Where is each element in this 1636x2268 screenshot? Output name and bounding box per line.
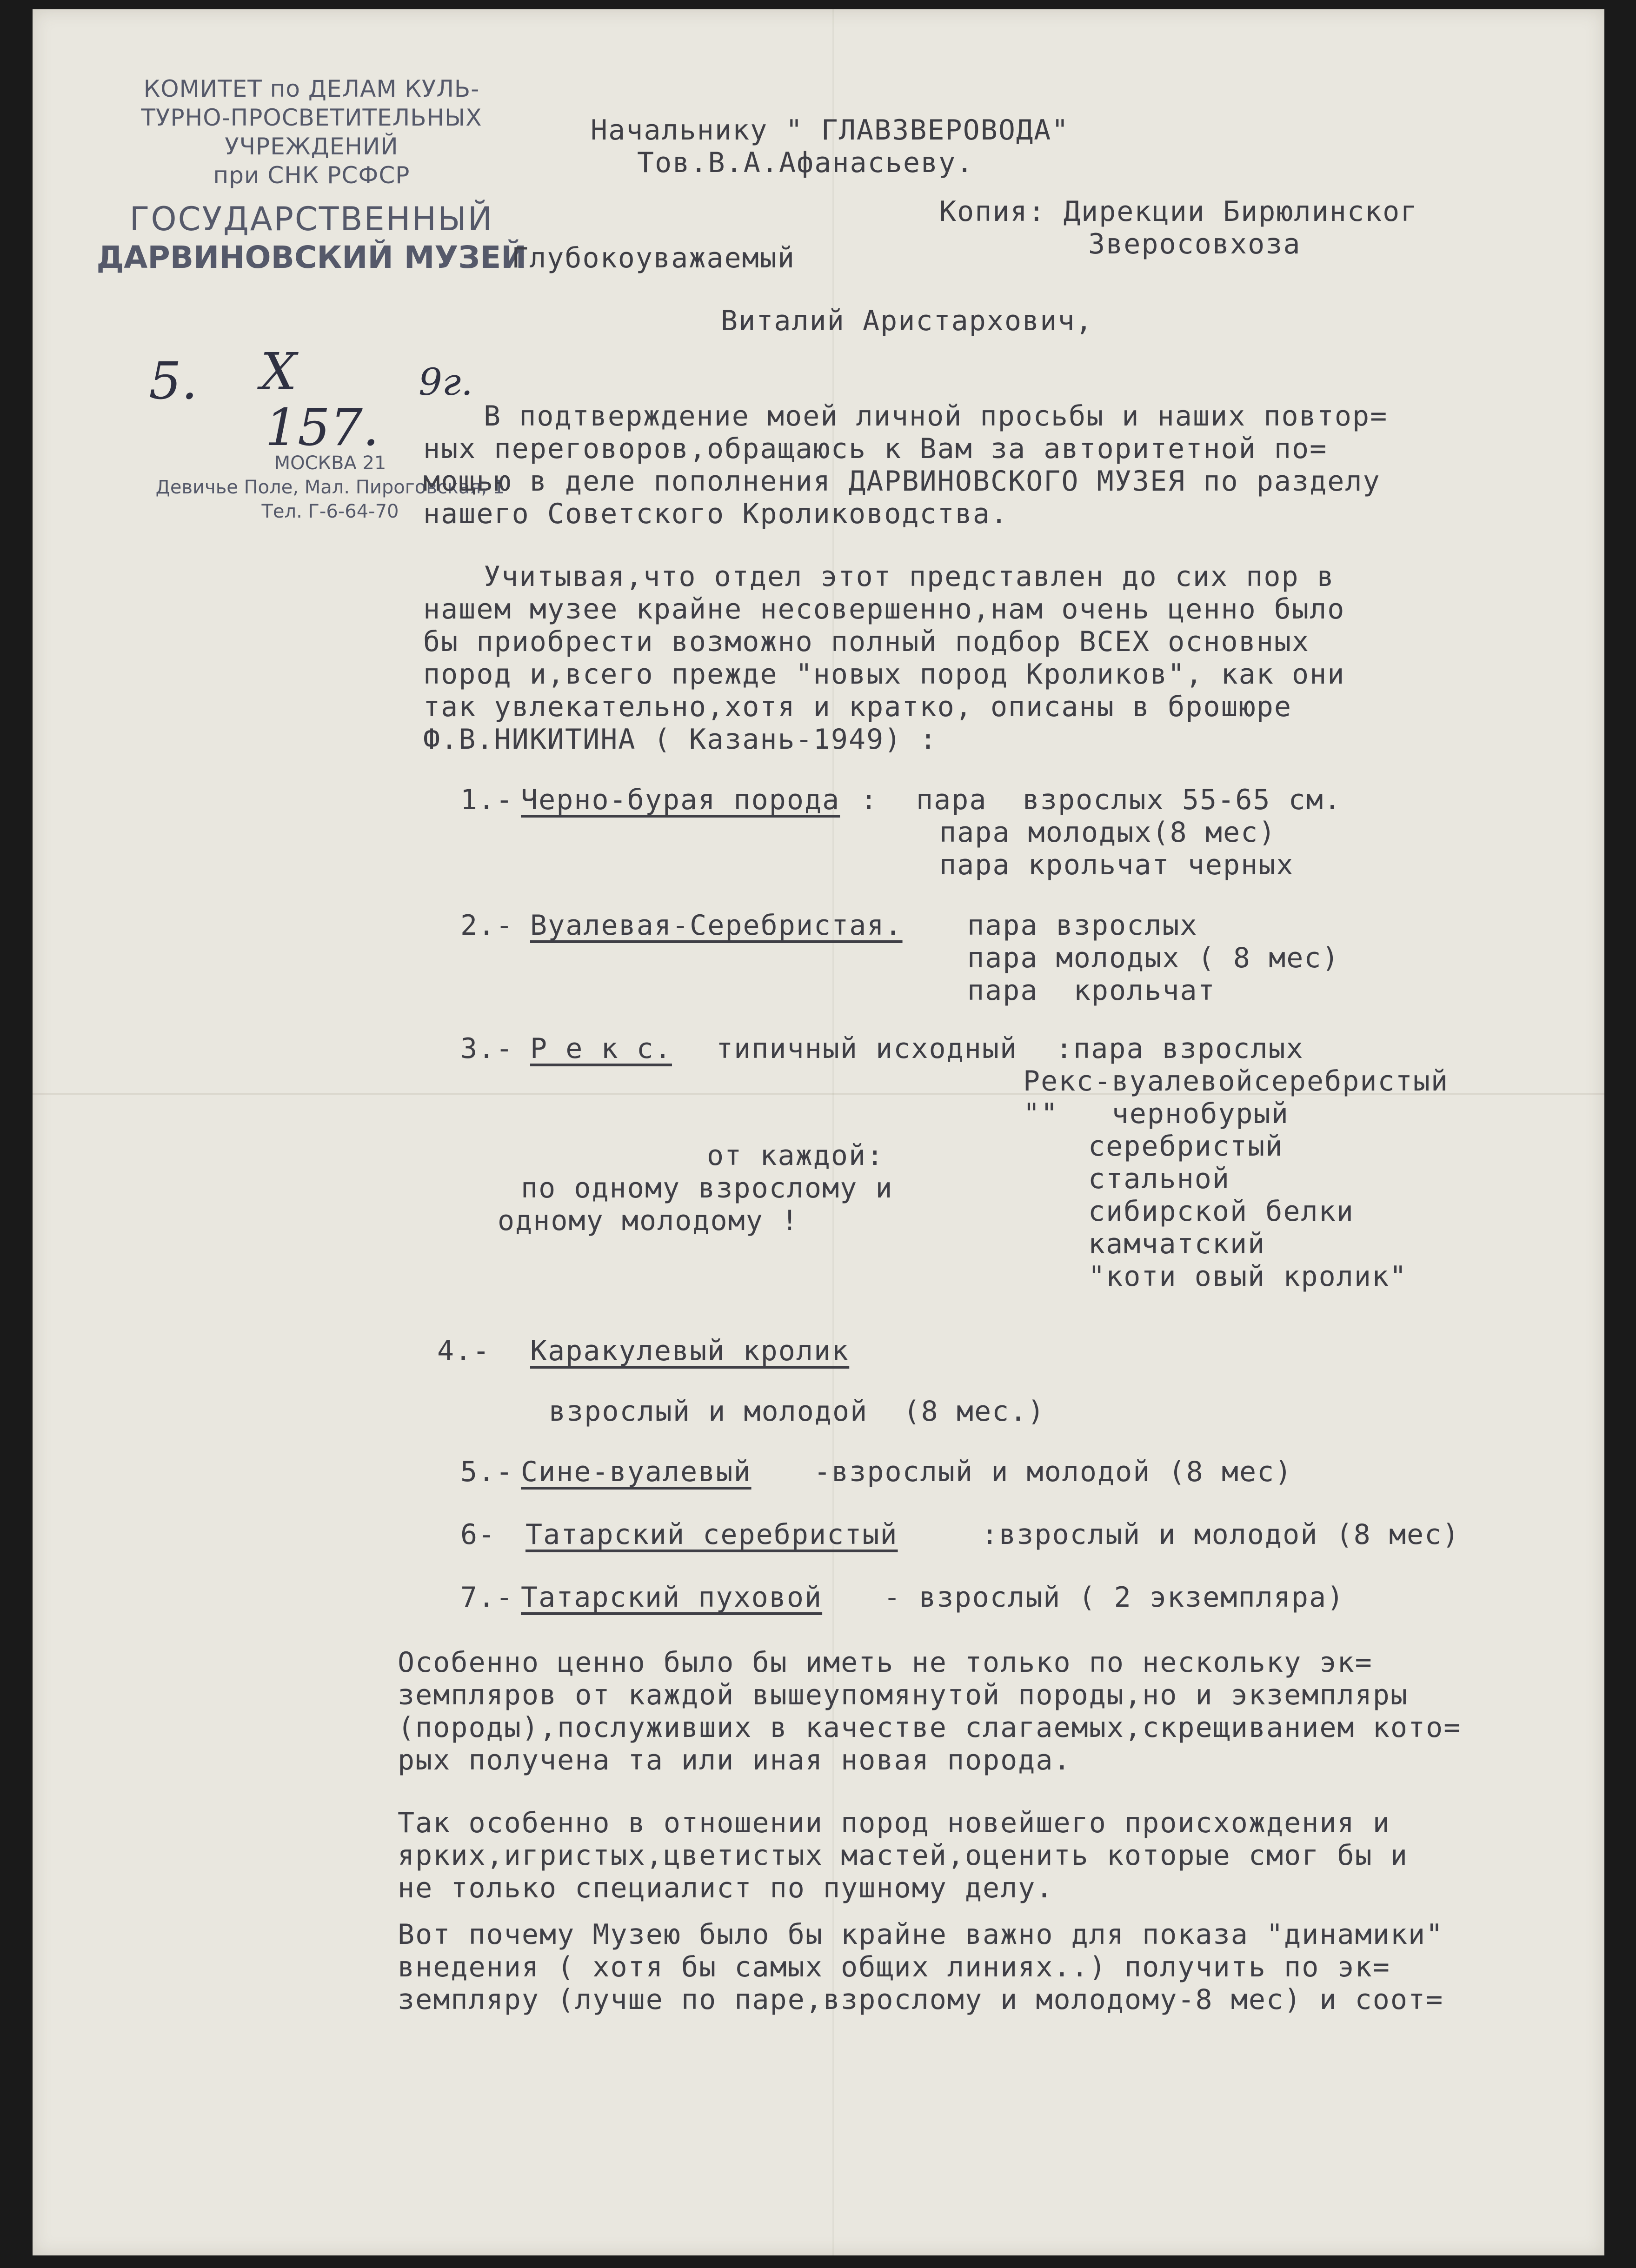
stamp-line: УЧРЕЖДЕНИЙ bbox=[225, 133, 399, 160]
breed-name: Сине-вуалевый bbox=[521, 1456, 751, 1488]
document-page bbox=[33, 9, 1604, 2255]
museum-stamp bbox=[88, 74, 535, 276]
item-detail: камчатский bbox=[1088, 1228, 1266, 1260]
item-detail: "коти овый кролик" bbox=[1088, 1260, 1408, 1293]
item-detail: пара взрослых 55-65 см. bbox=[916, 784, 1342, 816]
item-detail: сибирской белки bbox=[1088, 1195, 1354, 1228]
item-description: - взрослый ( 2 экземпляра) bbox=[884, 1581, 1345, 1614]
copy-line: Зверосовхоза bbox=[1088, 228, 1301, 260]
item-description: -взрослый и молодой (8 мес) bbox=[814, 1456, 1293, 1488]
body-line: Вот почему Музею было бы крайне важно для показа "динамики" bbox=[398, 1918, 1444, 1951]
body-line: мощью в деле пополнения ДАРВИНОВСКОГО МУЗЕЯ по разделу bbox=[423, 465, 1381, 498]
stamp-street: Девичье Поле, Мал. Пироговская, 1 bbox=[155, 477, 505, 498]
item-note: одному молодому ! bbox=[498, 1204, 799, 1237]
breed-name: Татарский пуховой bbox=[521, 1581, 823, 1614]
salutation: Глубокоуважаемый bbox=[512, 242, 795, 274]
item-detail: пара крольчат черных bbox=[939, 849, 1294, 881]
salutation: Виталий Аристархович, bbox=[721, 305, 1093, 337]
body-line: ярких,игристых,цветистых мастей,оценить которые смог бы и bbox=[398, 1839, 1409, 1872]
body-line: пород и,всего прежде "новых пород Кроликов", как они bbox=[423, 658, 1345, 691]
breed-name: Каракулевый кролик bbox=[530, 1335, 850, 1367]
item-number: 6- bbox=[460, 1518, 496, 1551]
addressee-line: Начальнику " ГЛАВЗВЕРОВОДА" bbox=[591, 114, 1070, 146]
breed-name: Татарский серебристый bbox=[525, 1518, 898, 1551]
stamp-city: МОСКВА 21 bbox=[274, 452, 386, 474]
item-detail: пара взрослых bbox=[967, 909, 1198, 942]
item-number: 1.- bbox=[460, 784, 514, 816]
reg-note: 9г. bbox=[419, 360, 473, 404]
body-line: Ф.В.НИКИТИНА ( Казань-1949) : bbox=[423, 723, 938, 756]
body-line: Особенно ценно было бы иметь не только по нескольку эк= bbox=[398, 1646, 1373, 1679]
item-note: от каждой: bbox=[707, 1139, 885, 1172]
stamp-line: КОМИТЕТ по ДЕЛАМ КУЛЬ- bbox=[143, 75, 480, 102]
body-line: внедения ( хотя бы самых общих линиях..) получить по эк= bbox=[398, 1951, 1390, 1983]
body-line: земпляров от каждой вышеупомянутой породы,но и экземпляры bbox=[398, 1679, 1409, 1711]
reg-month: X bbox=[260, 342, 297, 401]
body-line: бы приобрести возможно полный подбор ВСЕХ основных bbox=[423, 625, 1310, 658]
stamp-line: ТУРНО-ПРОСВЕТИТЕЛЬНЫХ bbox=[141, 104, 482, 131]
body-line: так увлекательно,хотя и кратко, описаны в брошюре bbox=[423, 691, 1292, 723]
body-line: рых получена та или иная новая порода. bbox=[398, 1744, 1071, 1776]
body-line: не только специалист по пушному делу. bbox=[398, 1872, 1054, 1904]
item-description: типичный исходный bbox=[716, 1032, 1018, 1065]
stamp-org: ГОСУДАРСТВЕННЫЙ bbox=[129, 200, 494, 238]
item-number: 7.- bbox=[460, 1581, 514, 1614]
body-line: нашего Советского Кролиководства. bbox=[423, 498, 1009, 530]
stamp-org: ДАРВИНОВСКИЙ МУЗЕЙ bbox=[96, 239, 527, 275]
breed-name: Вуалевая-Серебристая. bbox=[530, 909, 903, 942]
body-line: ных переговоров,обращаюсь к Вам за авторитетной по= bbox=[423, 432, 1328, 465]
item-detail: стальной bbox=[1088, 1163, 1230, 1195]
breed-name: Черно-бурая порода bbox=[521, 784, 840, 816]
body-line: Учитывая,что отдел этот представлен до сих пор в bbox=[484, 560, 1335, 593]
addressee-line: Тов.В.А.Афанасьеву. bbox=[637, 146, 974, 179]
item-detail: пара молодых(8 мес) bbox=[939, 816, 1277, 849]
item-note: по одному взрослому и bbox=[521, 1172, 893, 1204]
item-number: 4.- bbox=[437, 1335, 491, 1367]
copy-line: Копия: Дирекции Бирюлинског bbox=[939, 195, 1418, 228]
body-line: В подтверждение моей личной просьбы и наших повтор= bbox=[484, 400, 1388, 432]
body-line: Так особенно в отношении пород новейшего происхождения и bbox=[398, 1807, 1390, 1839]
breed-name: Р е к с. bbox=[530, 1032, 672, 1065]
item-description: взрослый и молодой (8 мес.) bbox=[549, 1395, 1045, 1428]
body-line: нашем музее крайне несовершенно,нам очень ценно было bbox=[423, 593, 1345, 625]
item-detail: :пара взрослых bbox=[1056, 1032, 1304, 1065]
item-detail: Рекс-вуалевойсеребристый bbox=[1023, 1065, 1449, 1097]
item-colon: : bbox=[860, 784, 878, 816]
item-description: :взрослый и молодой (8 мес) bbox=[981, 1518, 1460, 1551]
stamp-phone: Тел. Г-6-64-70 bbox=[261, 501, 399, 522]
item-detail: серебристый bbox=[1088, 1130, 1284, 1163]
item-detail: пара крольчат bbox=[967, 974, 1216, 1007]
reg-day: 5. bbox=[149, 351, 198, 411]
item-number: 3.- bbox=[460, 1032, 514, 1065]
reg-number: 157. bbox=[265, 398, 379, 457]
item-number: 2.- bbox=[460, 909, 514, 942]
item-detail: "" чернобурый bbox=[1023, 1097, 1289, 1130]
item-number: 5.- bbox=[460, 1456, 514, 1488]
stamp-line: при СНК РСФСР bbox=[213, 162, 410, 189]
item-detail: пара молодых ( 8 мес) bbox=[967, 942, 1340, 974]
body-line: земпляру (лучше по паре,взрослому и молодому-8 мес) и соот= bbox=[398, 1983, 1444, 2016]
body-line: (породы),послуживших в качестве слагаемых,скрещиванием кото= bbox=[398, 1711, 1462, 1744]
